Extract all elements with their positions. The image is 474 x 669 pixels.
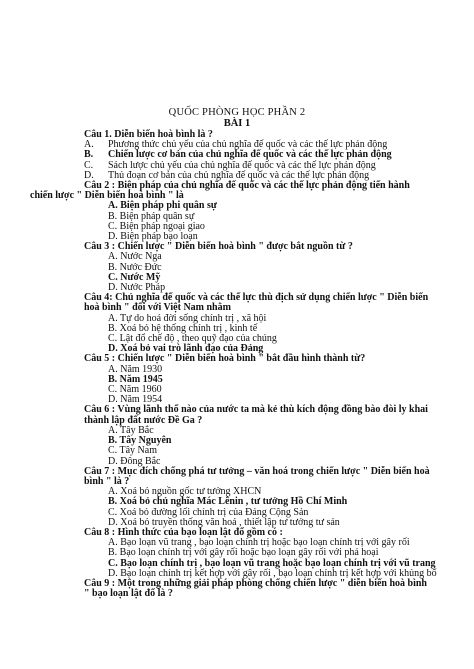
option-text: Phương thức chủ yếu của chủ nghĩa đế quốc và các thế lực phản động [108,139,388,151]
q2-option-d: D. Biện pháp bạo loạn [108,231,198,243]
option-label: A. [84,139,94,151]
question-4: Câu 4: Chủ nghĩa đế quốc và các thế lực thù địch sử dụng chiến lược " Diễn biến [84,292,429,304]
question-9-continued: " bạo loạn lật đổ là ? [84,588,173,600]
q7-option-c: C. Xoá bỏ đường lối chính trị của Đảng Cộng Sản [108,506,309,518]
document-title: QUỐC PHÒNG HỌC PHẦN 2 [168,107,306,118]
q5-option-b-answer: B. Năm 1945 [108,373,163,385]
q6-option-c: C. Tây Nam [108,445,157,457]
q2-option-c: C. Biện pháp ngoại giao [108,220,205,232]
q6-option-b-answer: B. Tây Nguyên [108,435,172,447]
question-2: Câu 2 : Biện pháp của chủ nghĩa đế quốc và các thế lực phản động tiến hành [84,180,410,192]
q8-option-c-answer: C. Bạo loạn chính trị , bạo loạn vũ trang hoặc bạo loạn chính trị với vũ trang [108,557,436,569]
question-7-continued: bình " là ? [84,475,130,487]
q8-option-b: B. Bạo loạn chính trị với gây rối hoặc bạo loạn gây rối với phá hoại [108,547,379,559]
q8-option-d: D. Bạo loạn chính trị kết hợp với gây rối , bạo loạn chính trị kết hợp với khủng bố [108,567,437,579]
q4-option-c: C. Lật đổ chế độ , theo quỹ đạo của chúng [108,333,277,345]
q7-option-a: A. Xoá bỏ nguồn gốc tư tưởng XHCN [108,486,262,498]
option-text: Thủ đoạn cơ bản của chủ nghĩa đế quốc và các thế lực phản động [108,169,370,181]
question-8: Câu 8 : Hình thức của bạo loạn lật đổ gồm có : [84,526,283,538]
question-list [30,129,456,600]
question-2-continued: chiến lược " Diễn biến hoà bình " là [30,190,184,202]
option-text: Chiến lược cơ bản của chủ nghĩa đế quốc và các thế lực phản động [108,149,392,161]
q3-option-c-answer: C. Nước Mỹ [108,271,161,283]
question-4-continued: hoà bình " đối với Việt Nam nhằm [84,302,231,314]
q3-option-b: B. Nước Đức [108,261,162,273]
question-9: Câu 9 : Một trong những giải pháp phòng chống chiến lược " diễn biến hoà bình [84,577,427,589]
q5-option-c: C. Năm 1960 [108,384,162,396]
q4-option-b: B. Xoá bỏ hệ thống chính trị , kinh tế [108,322,258,334]
q3-option-d: D. Nước Pháp [108,282,166,294]
question-7: Câu 7 : Mục đích chống phá tư tưởng – văn hoá trong chiến lược " Diễn biến hoà [84,465,430,477]
option-text: Sách lược chủ yếu của chủ nghĩa đế quốc và các thế lực phản động [108,159,376,171]
q4-option-a: A. Tự do hoá đời sống chính trị , xã hội [108,312,267,324]
question-3: Câu 3 : Chiến lược " Diễn biến hoà bình " được bắt nguồn từ ? [84,241,353,253]
q5-option-a: A. Năm 1930 [108,363,163,375]
q6-option-d: D. Đông Bắc [108,455,161,467]
q7-option-b-answer: B. Xoá bỏ chủ nghĩa Mác Lênin , tư tưởng Hồ Chí Minh [108,496,348,508]
question-5: Câu 5 : Chiến lược " Diễn biến hoà bình " bắt đầu hình thành từ? [84,353,366,365]
q4-option-d-answer: D. Xoá bỏ vai trò lãnh đạo của Đảng [108,343,264,355]
q8-option-a: A. Bạo loạn vũ trang , bạo loạn chính trị hoặc bạo loạn chính trị với gây rối [108,537,410,549]
q2-option-a-answer: A. Biện pháp phi quân sự [108,200,217,212]
q7-option-d: D. Xoá bỏ truyền thống văn hoá , thiết lập tư tưởng tư sản [108,516,340,528]
q6-option-a: A. Tây Bắc [108,424,154,436]
option-label: C. [84,159,94,171]
q2-option-b: B. Biện pháp quân sự [108,210,195,222]
q5-option-d: D. Năm 1954 [108,394,163,406]
q3-option-a: A. Nước Nga [108,251,162,263]
document-subtitle: BÀI 1 [223,118,251,129]
option-label: D. [84,169,94,181]
option-label: B. [84,149,94,161]
question-6: Câu 6 : Vùng lãnh thổ nào của nước ta mà kẻ thù kích động đồng bào đòi ly khai [84,404,428,416]
question-1: Câu 1. Diễn biến hoà bình là ? [84,129,213,140]
question-6-continued: thành lập đất nước Đề Ga ? [84,414,203,426]
